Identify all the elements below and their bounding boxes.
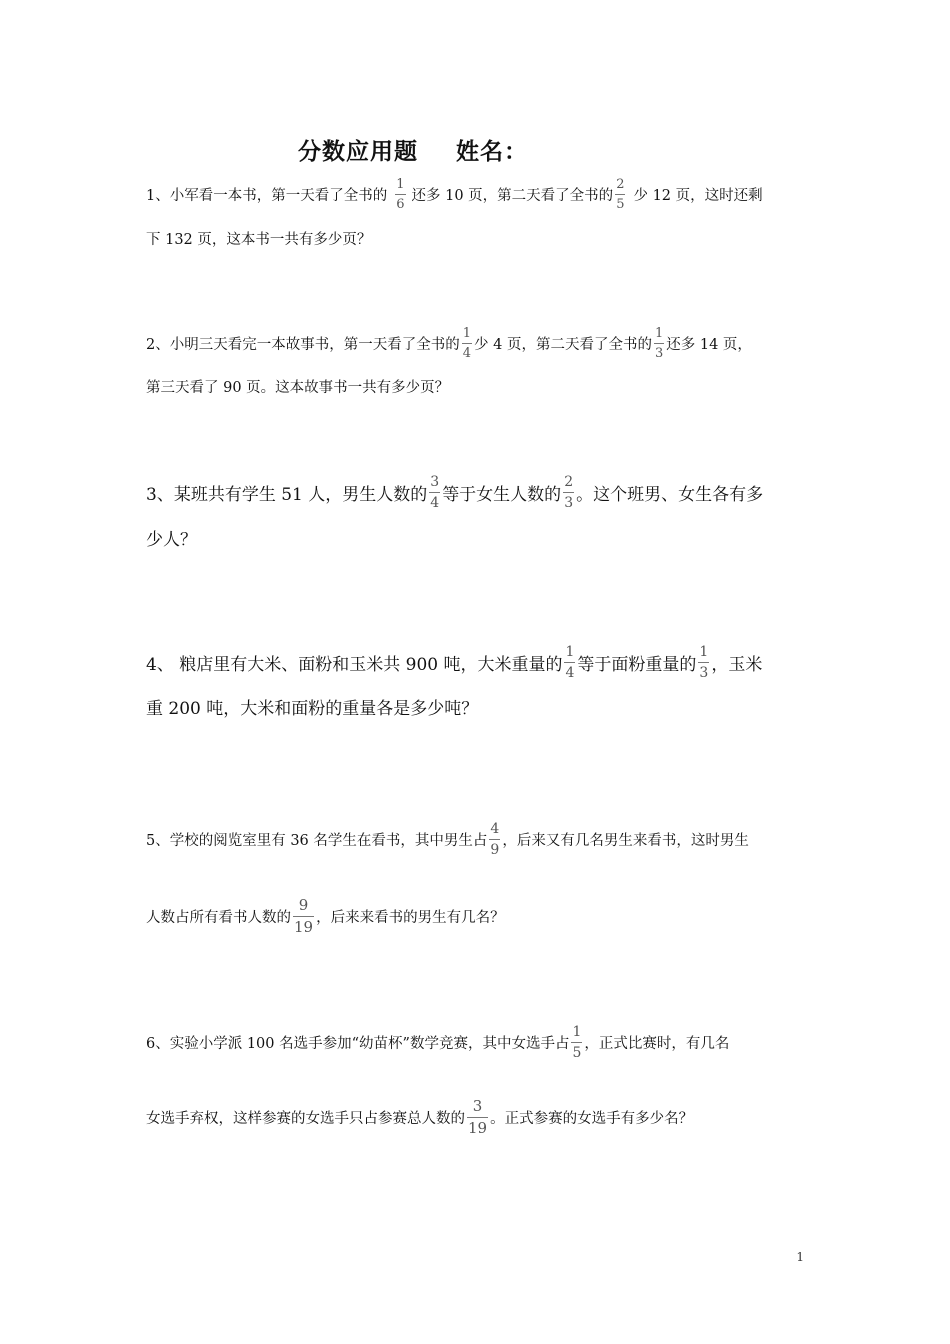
q5-fraction-1 [489, 822, 500, 857]
q1-text-line2: 下 132 页，这本书一共有多少页？ [146, 232, 372, 248]
q4-fraction-2 [698, 645, 709, 680]
fraction-denominator: 19 [294, 918, 314, 936]
fraction-numerator: 4 [490, 821, 500, 837]
q3-text-line2: 少人？ [146, 530, 197, 550]
q6-fraction-2 [467, 1099, 488, 1136]
q6-text-a: 6、实验小学派 100 名选手参加“幼苗杯”数学竞赛，其中女选手占 [146, 1036, 570, 1052]
fraction-denominator: 4 [462, 346, 472, 361]
fraction-denominator: 5 [572, 1045, 582, 1061]
fraction-numerator: 3 [472, 1097, 483, 1115]
page-title [298, 133, 528, 166]
q5-text-a: 5、学校的阅览室里有 36 名学生在看书，其中男生占 [146, 833, 488, 849]
fraction-numerator: 2 [564, 474, 574, 490]
q5-text-b: ，后来又有几名男生来看书，这时男生 [502, 833, 749, 849]
q2-text-a: 2、小明三天看完一本故事书，第一天看了全书的 [146, 337, 460, 353]
q2-fraction-2 [654, 327, 664, 360]
fraction-denominator: 3 [564, 495, 574, 511]
q6-text-line2a: 女选手弃权，这样参赛的女选手只占参赛总人数的 [146, 1111, 465, 1127]
q2-text-c: 还多 14 页， [666, 337, 752, 353]
fraction-denominator: 3 [699, 665, 709, 681]
fraction-denominator: 19 [468, 1119, 488, 1137]
fraction-denominator: 3 [654, 346, 664, 361]
fraction-numerator: 3 [430, 474, 440, 490]
q4-fraction-1 [564, 645, 575, 680]
q3-fraction-1 [429, 475, 440, 510]
fraction-numerator: 1 [654, 326, 664, 341]
q6-text-line2b: 。正式参赛的女选手有多少名？ [490, 1111, 694, 1127]
fraction-numerator: 2 [616, 177, 625, 192]
fraction-numerator: 1 [396, 177, 405, 192]
fraction-numerator: 1 [462, 326, 472, 341]
q4-text-c: ，玉米 [711, 655, 763, 675]
fraction-denominator: 5 [616, 197, 625, 212]
q3-fraction-2 [563, 475, 574, 510]
page-number: 1 [796, 1250, 804, 1264]
q5-text-line2b: ，后来来看书的男生有几名？ [316, 910, 505, 926]
q2-text-b: 少 4 页，第二天看了全书的 [474, 337, 652, 353]
q2-text-line2: 第三天看了 90 页。这本故事书一共有多少页？ [146, 380, 450, 396]
q6-fraction-1 [571, 1025, 582, 1060]
q1-fraction-1 [395, 178, 405, 211]
q1-fraction-2 [615, 178, 625, 211]
q3-text-b: 等于女生人数的 [442, 485, 562, 505]
fraction-numerator: 1 [699, 644, 709, 660]
fraction-denominator: 9 [490, 842, 500, 858]
fraction-numerator: 1 [572, 1024, 582, 1040]
q1-text-a: 1、小军看一本书，第一天看了全书的 [146, 188, 388, 204]
q3-text-c: 。这个班男、女生各有多 [576, 485, 764, 505]
q4-text-a: 4、 粮店里有大米、面粉和玉米共 900 吨，大米重量的 [146, 655, 563, 675]
q3-text-a: 3、某班共有学生 51 人，男生人数的 [146, 485, 428, 505]
q4-text-line2: 重 200 吨，大米和面粉的重量各是多少吨？ [146, 699, 479, 719]
q1-text-c: 少 12 页，这时还剩 [633, 188, 763, 204]
fraction-numerator: 1 [565, 644, 575, 660]
name-label: 姓名： [456, 139, 528, 165]
q6-text-b: ，正式比赛时，有几名 [584, 1036, 730, 1052]
q2-fraction-1 [462, 327, 472, 360]
fraction-denominator: 4 [565, 665, 575, 681]
fraction-denominator: 6 [396, 197, 405, 212]
fraction-numerator: 9 [298, 896, 309, 914]
q5-fraction-2 [293, 898, 314, 935]
title-text: 分数应用题 [298, 139, 418, 165]
fraction-denominator: 4 [430, 495, 440, 511]
q4-text-b: 等于面粉重量的 [577, 655, 697, 675]
q5-text-line2a: 人数占所有看书人数的 [146, 910, 291, 926]
q1-text-b: 还多 10 页，第二天看了全书的 [411, 188, 614, 204]
